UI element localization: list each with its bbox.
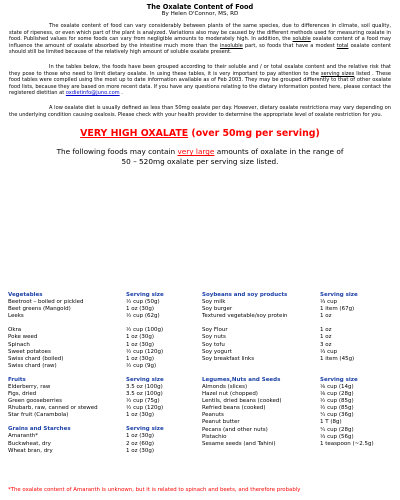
table-row [202,349,396,356]
food-name: Okra [8,327,22,334]
food-name: Soy tofu [202,341,225,348]
food-name: Wheat bran, dry [8,447,53,454]
serving-size: ½ cup (9g) [126,362,157,369]
serving-size: ⅓ cup [320,299,338,305]
paragraph-text: . [119,90,123,97]
table-row [202,419,396,426]
right-column [202,292,396,455]
low-oxalate-paragraph: A low oxalate diet is usually defined as less than 50mg oxalate per day. However, dietary oxalate restrictions may vary depending on the underlying condition causing oxalosis. Please check with your health provider to determine the appropriate level of oxalate restriction for you. [9,104,391,118]
table-row [202,434,396,441]
section-title: Vegetables [8,292,43,298]
section-header [202,292,396,299]
section-gap [8,370,202,377]
food-name [8,320,126,327]
food-name: Sesame seeds (and Tahini) [202,440,276,447]
food-name: Refried beans (cooked) [202,405,266,412]
table-row [202,427,396,434]
serving-size: 3.5 oz (100g) [126,383,163,390]
table-row [8,412,202,419]
intro-text: The following foods may contain [56,147,178,157]
table-row [202,412,396,419]
section-title: Soybeans and soy products [202,292,288,298]
food-name: Soy burger [202,306,233,313]
table-row [202,327,396,334]
serving-size: 1 oz [320,334,332,341]
table-row [8,356,202,363]
serving-size-header: Serving size [320,292,358,298]
table-row [8,391,202,398]
section-header [8,377,202,384]
food-name: Almonds (slices) [202,383,248,390]
footnote: *The oxalate content of Amaranth is unknown, but it is related to spinach and beets, and therefore probably [8,487,301,493]
serving-size: ½ cup (62g) [126,313,160,320]
section-title: Fruits [8,376,26,383]
serving-size: ½ cup (85g) [320,398,354,405]
serving-size: 1 oz (30g) [126,355,155,362]
table-row [202,342,396,349]
food-name: Peanut butter [202,419,240,426]
paragraph-text: The oxalate content of food can vary considerably between plants of the same species, due to differences in climate, soil quality, state of ripeness, or even which part of the plant is analyzed. Variations also may be caused by the different methods used for measuring oxalate in food. Published values for some foods can vary from negligible amounts to moderately high. In addition, the [9,23,391,43]
serving-size: ⅛ cup (28g) [320,391,354,398]
serving-size: 1 teaspoon (~2.5g) [320,440,374,447]
paragraph-text: In the tables below, the foods have been grouped according to their soluble and / or total oxalate content and the relative risk that they pose to those who need to limit dietary oxalate. In using these tables, it is very important to pay attention to the [9,63,391,77]
table-row [8,433,202,440]
serving-size: 1 oz (30g) [126,433,155,440]
serving-size: 3 oz [320,341,332,348]
food-name: Soy nuts [202,334,226,341]
food-tables [8,292,396,455]
category-intro [0,147,400,167]
food-name: Swiss chard (boiled) [8,355,64,362]
serving-size: ½ cup (50g) [126,299,160,305]
food-name: Buckwheat, dry [8,440,51,447]
section-title: Grains and Starches [8,426,71,433]
food-name: Rhubarb, raw, canned or stewed [8,405,98,412]
serving-size: 1 item (45g) [320,355,355,362]
serving-size-header: Serving size [126,292,164,298]
serving-size: 1 oz (30g) [126,341,155,348]
food-name: Figs, dried [8,391,37,398]
food-name: Pecans (and other nuts) [202,426,268,433]
category-headline [0,128,400,140]
food-name: Beetroot – boiled or pickled [8,299,84,305]
table-row [8,306,202,313]
serving-size: 3.5 oz (100g) [126,391,163,398]
table-row [8,349,202,356]
tables-note-paragraph [9,64,391,97]
table-row [8,405,202,412]
table-row [202,405,396,412]
underlined-term: total [336,42,349,49]
food-name: Textured vegetable/soy protein [202,313,288,320]
underlined-term: insoluble [219,42,243,49]
table-row [202,313,396,320]
paragraph-text: part, so foods that have a modest [242,42,337,49]
serving-size-header: Serving size [126,376,164,383]
serving-size: 2 oz (60g) [126,440,155,447]
emphasis-text: very large [177,147,215,157]
table-row [202,384,396,391]
food-name: Star fruit (Carambola) [8,412,69,419]
section-gap [8,419,202,426]
paragraph-text: oxalate content of a food may influence the amount of oxalate absorbed by the intestine much more than the [9,36,391,49]
serving-size: ½ cup (85g) [320,405,354,412]
food-name: Hazel nut (chopped) [202,391,258,398]
table-row [202,441,396,448]
serving-size [320,363,392,370]
intro-text: amounts of oxalate in the range of [214,147,344,157]
food-name: Poke weed [8,334,38,341]
food-name: Soy breakfast links [202,355,255,362]
table-row [202,334,396,341]
section-title: Legumes,Nuts and Seeds [202,376,281,383]
table-row [202,356,396,363]
table-row [8,363,202,370]
headline-rest: (over 50mg per serving) [188,128,320,140]
table-row [202,299,396,306]
table-row [8,327,202,334]
food-name: Soy milk [202,299,226,305]
food-name: Soy Flour [202,327,228,334]
email-link[interactable]: oxdietinfo@juno.com [65,90,120,97]
food-name: Elderberry, raw [8,383,51,390]
table-row [8,448,202,455]
left-column [8,292,202,455]
table-row [8,313,202,320]
food-name: Amaranth* [8,433,39,440]
serving-size: ⅛ cup (14g) [320,383,354,390]
serving-size-header: Serving size [126,426,164,433]
food-name [202,320,320,327]
table-row [8,441,202,448]
serving-size-header: Serving size [320,376,358,383]
serving-size: ½ cup (75g) [126,398,160,405]
table-row [8,384,202,391]
underlined-term: serving sizes [320,70,355,77]
table-row [202,398,396,405]
food-name: Spinach [8,341,30,348]
table-row [8,334,202,341]
section-gap [202,370,396,377]
section-header [8,426,202,433]
table-row [202,306,396,313]
section-header [202,377,396,384]
document-title: The Oxalate Content of Food [146,3,254,11]
table-row [202,363,396,370]
serving-size: ½ cup (120g) [126,348,164,355]
serving-size: ½ cup (100g) [126,327,164,334]
serving-size: ½ cup (120g) [126,405,164,412]
intro-paragraph [9,23,391,56]
intro-text: 50 – 520mg oxalate per serving size listed. [121,157,279,167]
paragraph-text: oxalate content should still be limited because of the relatively high amount of soluble oxalate present. [9,42,391,56]
food-name [202,363,320,370]
serving-size: ¼ cup (36g) [320,412,354,419]
section-header [8,292,202,299]
serving-size: 1 oz (30g) [126,447,155,454]
table-row [8,299,202,306]
table-row [202,320,396,327]
headline-main: VERY HIGH OXALATE [80,128,189,140]
table-row [8,398,202,405]
serving-size: ⅓ cup [320,348,338,355]
serving-size: 1 item (67g) [320,306,355,313]
serving-size: 1 oz (30g) [126,306,155,313]
table-row [8,342,202,349]
serving-size: 1 oz [320,327,332,334]
food-name: Beet greens (Mangold) [8,306,71,313]
food-name: Green gooseberries [8,398,62,405]
food-name: Pistachio [202,433,227,440]
food-name: Soy yogurt [202,348,232,355]
food-name: Swiss chard (raw) [8,362,57,369]
serving-size: 1 oz [320,313,332,320]
food-name: Peanuts [202,412,224,419]
serving-size [320,320,392,327]
serving-size: 1 oz (30g) [126,412,155,419]
table-row [202,391,396,398]
underlined-term: soluble [292,36,311,43]
serving-size: 1 T (8g) [320,419,342,426]
food-name: Lentils, dried beans (cooked) [202,398,282,405]
author-line: By Helen O'Connor, MS, RD [161,11,239,17]
food-name: Sweet potatoes [8,348,51,355]
table-row [8,320,202,327]
serving-size: ¼ cup (28g) [320,426,354,433]
serving-size: ⅓ cup (56g) [320,433,354,440]
food-name: Leeks [8,313,24,320]
paragraph-text: listed . These food tables were compiled using the most up to date information available as of Feb 2003. They may be grouped differently to that of other oxalate food lists, because they are based on more recent data. If you have any questions relating to the dietary information posted here, please contact the registered dietitian at [9,70,391,97]
serving-size: 1 oz (30g) [126,334,155,341]
serving-size [126,320,198,327]
